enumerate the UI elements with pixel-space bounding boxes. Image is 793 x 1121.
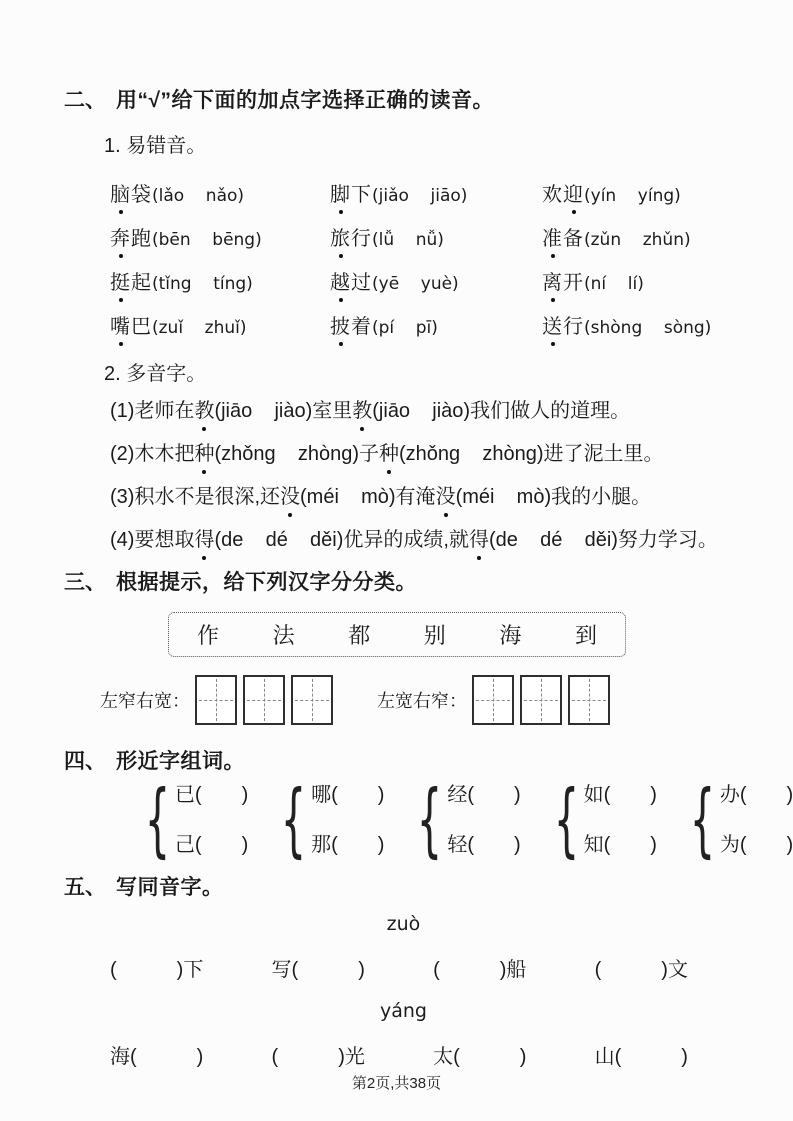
pair-bottom-word-blank: 那( ) [311,834,385,856]
right-grid-group [472,675,610,725]
sentence-segment: (jiāo jiào)室里 [214,400,353,422]
homophone-item-blank: 海( ) [110,1046,204,1068]
polyphone-label: 2. 多音字。 [104,363,207,385]
dotted-word [542,222,584,251]
writing-grid-box [195,675,237,725]
pair-bottom-word-blank: 己( ) [174,834,249,856]
sentence-segment: 没 [435,486,456,508]
section-two-number: 二、 [64,89,106,112]
han-char: 旅 [330,222,351,251]
brace-glyph: { [280,773,307,866]
char-pair-column [720,783,793,857]
sentence-segment: 得 [194,529,215,551]
dotted-word [110,310,152,339]
section-three-heading [64,570,743,596]
brace-glyph: { [144,773,171,866]
pinyin-choice-item [542,310,743,354]
pair-bottom-word-blank: 轻( ) [447,834,521,856]
dotted-word [110,178,152,207]
sentence-segment: 教 [352,400,373,422]
pinyin-choice-item [542,266,743,310]
polyphone-sentence [110,441,743,467]
han-char: 脑 [110,178,131,207]
pinyin-choice-item [330,178,542,222]
easy-misread-label: 1. 易错音。 [104,135,207,157]
pair-top-word-blank: 办( ) [719,784,793,806]
han-char: 越 [330,266,351,295]
left-grid-group [195,675,333,725]
section-two-heading [64,88,743,114]
writing-grid-box [243,675,285,725]
han-char: 袋 [131,184,152,206]
dotted-word [330,266,372,295]
pinyin-options: (yē yuè) [372,274,459,294]
dotted-word [110,266,152,295]
char-pair-group [414,773,521,866]
classify-character-box [168,612,626,657]
homophone-item-blank: 太( ) [433,1046,527,1068]
pinyin-choice-item [330,310,542,354]
pair-top-word-blank: 如( ) [583,784,657,806]
dotted-word [542,266,584,295]
sentence-segment: (1)老师在 [110,400,195,422]
char-pair-column [584,783,657,857]
classify-character: 都 [348,623,371,648]
homophone-pinyin: zuò [386,913,421,935]
sentence-segment: (méi mò)有淹 [300,486,436,508]
pinyin-choice-item [542,222,743,266]
pinyin-options: (lǎo nǎo) [152,186,245,206]
han-char: 嘴 [110,310,131,339]
dotted-word [110,222,152,251]
sentence-segment: (jiāo jiào)我们做人的道理。 [372,400,631,422]
pinyin-choice-item [110,222,330,266]
char-pair-group [551,773,657,866]
homophone-item-blank: ( )光 [271,1046,365,1068]
polyphone-sentence [110,398,743,424]
brace-glyph: { [553,773,579,866]
homophone-items-row [110,1040,688,1069]
han-char: 离 [542,266,563,295]
homophone-item-blank: 写( ) [271,959,365,981]
han-char: 着 [351,316,372,338]
sentence-segment: (4)要想取 [110,529,195,551]
han-char: 起 [131,272,152,294]
char-pair-group [142,773,249,866]
left-wide-right-narrow-label: 左宽右窄： [377,691,467,711]
easy-misread-grid [110,178,743,354]
han-char: 送 [542,310,563,339]
han-char: 挺 [110,266,131,295]
pair-bottom-word-blank: 为( ) [719,834,793,856]
han-char: 开 [563,272,584,294]
section-five-number: 五、 [64,876,106,899]
han-char: 下 [351,184,372,206]
pinyin-options: (jiǎo jiāo) [372,186,468,206]
pair-bottom-word-blank: 知( ) [583,834,657,856]
similar-char-pairs [142,773,793,866]
sentence-segment: 教 [194,400,215,422]
pinyin-options: (tǐng tíng) [152,274,253,294]
sentence-segment: (zhǒng zhòng)进了泥土里。 [398,443,664,465]
left-narrow-right-wide-label: 左窄右宽： [100,691,190,711]
pinyin-options: (zuǐ zhuǐ) [152,318,247,338]
sentence-segment: 没 [280,486,300,508]
pinyin-choice-item [110,178,330,222]
section-four-title: 形近字组词。 [116,750,245,773]
section-two-title: 用“√”给下面的加点字选择正确的读音。 [116,89,495,112]
homophone-group [64,913,743,982]
homophone-item-blank: ( )船 [433,959,527,981]
sentence-segment: 种 [378,443,399,465]
writing-grid-box [472,675,514,725]
han-char: 准 [542,222,563,251]
section-three-number: 三、 [64,571,106,594]
sentence-segment: (de dé děi)努力学习。 [488,529,718,551]
homophone-items-row [110,953,688,982]
pinyin-options: (bēn bēng) [152,230,262,250]
section-five-heading [64,875,743,901]
writing-grids-row [100,675,743,725]
homophone-item-blank: 山( ) [594,1046,688,1068]
writing-grid-box [568,675,610,725]
pinyin-options: (yín yíng) [584,186,681,206]
char-pair-column [447,783,520,857]
han-char: 备 [563,228,584,250]
han-char: 跑 [131,228,152,250]
dotted-word [542,310,584,339]
page-footer: 第2页,共38页 [351,1075,442,1092]
dotted-word [330,178,372,207]
han-char: 行 [351,228,372,250]
pair-top-word-blank: 已( ) [174,784,249,806]
pair-top-word-blank: 经( ) [447,784,521,806]
sentence-segment: (zhǒng zhòng)子 [214,443,379,465]
section-four-heading [64,749,743,775]
han-char: 披 [330,310,351,339]
sentence-segment: 得 [468,529,489,551]
pinyin-options: (pí pī) [372,318,438,338]
homophone-groups [64,913,743,1069]
han-char: 行 [563,316,584,338]
section-four-number: 四、 [64,750,106,773]
homophone-item-blank: ( )下 [110,959,204,981]
sentence-segment: 种 [194,443,215,465]
han-char: 过 [351,272,372,294]
writing-grid-box [520,675,562,725]
han-char: 迎 [563,178,584,207]
han-char: 脚 [330,178,351,207]
brace-glyph: { [417,773,443,866]
han-char: 欢 [542,184,563,206]
han-char: 奔 [110,222,131,251]
homophone-pinyin: yáng [380,1000,427,1022]
brace-glyph: { [689,773,716,866]
pinyin-options: (ní lí) [584,274,644,294]
pinyin-choice-item [542,178,743,222]
dotted-word [330,222,372,251]
classify-character: 法 [272,623,295,648]
section-five-title: 写同音字。 [116,876,224,899]
sentence-segment: (méi mò)我的小腿。 [455,486,652,508]
dotted-word [542,178,584,207]
dotted-word [330,310,372,339]
sentence-segment: (2)木木把 [110,443,195,465]
pinyin-choice-item [110,310,330,354]
pinyin-choice-item [330,266,542,310]
polyphone-sentence [110,484,743,510]
char-pair-group [278,773,385,866]
classify-character: 作 [197,623,220,648]
homophone-item-blank: ( )文 [594,959,688,981]
polyphone-sentence [110,527,743,553]
writing-grid-box [291,675,333,725]
sentence-segment: (de dé děi)优异的成绩,就 [214,529,469,551]
char-pair-group [687,773,793,866]
classify-character: 别 [423,623,446,648]
pinyin-options: (lǚ nǚ) [372,230,444,250]
char-pair-column [311,783,384,857]
classify-character: 海 [499,623,522,648]
polyphone-sentences [110,398,743,553]
section-three-title: 根据提示，给下列汉字分分类。 [116,571,417,594]
pinyin-options: (shòng sòng) [584,318,712,338]
pair-top-word-blank: 哪( ) [311,784,385,806]
sentence-segment: (3)积水不是很深,还 [110,486,280,508]
classify-character: 到 [574,623,597,648]
char-pair-column [175,783,248,857]
pinyin-choice-item [330,222,542,266]
homophone-group [64,1000,743,1069]
pinyin-choice-item [110,266,330,310]
pinyin-options: (zǔn zhǔn) [584,230,691,250]
han-char: 巴 [131,316,152,338]
